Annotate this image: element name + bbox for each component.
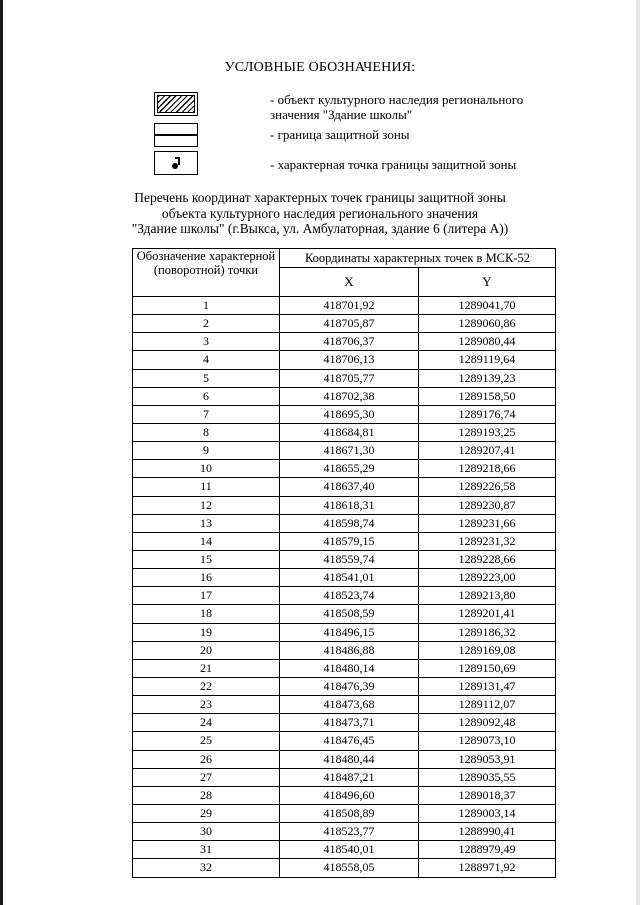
x-coordinate-cell: 418579,15 [280,532,419,550]
y-coordinate-cell: 1289176,74 [419,405,556,423]
y-coordinate-cell: 1289218,66 [419,460,556,478]
y-coordinate-cell: 1289231,66 [419,514,556,532]
x-coordinate-cell: 418476,39 [280,677,419,695]
point-number-cell: 9 [133,442,280,460]
point-number-cell: 28 [133,786,280,804]
x-coordinate-cell: 418618,31 [280,496,419,514]
y-coordinate-cell: 1289035,55 [419,768,556,786]
table-row [133,804,556,822]
table-row [133,659,556,677]
y-coordinate-cell: 1289213,80 [419,587,556,605]
point-number-cell: 31 [133,841,280,859]
y-coordinate-cell: 1289223,00 [419,569,556,587]
point-number-cell: 6 [133,387,280,405]
point-number-cell: 16 [133,569,280,587]
x-coordinate-cell: 418706,37 [280,333,419,351]
point-number-cell: 21 [133,659,280,677]
table-row [133,387,556,405]
table-row [133,786,556,804]
y-coordinate-cell: 1289231,32 [419,532,556,550]
y-coordinate-cell: 1289150,69 [419,659,556,677]
header-y: Y [419,268,556,297]
boundary-line-icon [154,123,198,147]
list-title-line-1: Перечень координат характерных точек границы защитной зоны [134,190,506,205]
legend-text-heritage-object: - объект культурного наследия регионального значения "Здание школы" [270,92,524,122]
legend-text-zone-boundary: - граница защитной зоны [270,127,410,142]
table-row [133,714,556,732]
hatched-rectangle-icon [154,92,198,116]
y-coordinate-cell: 1288990,41 [419,823,556,841]
table-row [133,333,556,351]
table-row [133,532,556,550]
x-coordinate-cell: 418706,13 [280,351,419,369]
y-coordinate-cell: 1289080,44 [419,333,556,351]
table-row [133,623,556,641]
point-number-cell: 2 [133,315,280,333]
table-row [133,641,556,659]
y-coordinate-cell: 1289139,23 [419,369,556,387]
point-number-cell: 13 [133,514,280,532]
table-row [133,696,556,714]
x-coordinate-cell: 418701,92 [280,297,419,315]
x-coordinate-cell: 418598,74 [280,514,419,532]
table-body [133,297,556,878]
table-row [133,478,556,496]
y-coordinate-cell: 1289228,66 [419,550,556,568]
point-number-cell: 18 [133,605,280,623]
list-title [100,190,540,237]
x-coordinate-cell: 418523,74 [280,587,419,605]
point-number-cell: 24 [133,714,280,732]
table-row [133,297,556,315]
x-coordinate-cell: 418480,14 [280,659,419,677]
y-coordinate-cell: 1289169,08 [419,641,556,659]
table-row [133,732,556,750]
y-coordinate-cell: 1289119,64 [419,351,556,369]
x-coordinate-cell: 418684,81 [280,423,419,441]
coordinates-table [132,248,556,878]
point-number-cell: 27 [133,768,280,786]
y-coordinate-cell: 1289201,41 [419,605,556,623]
x-coordinate-cell: 418655,29 [280,460,419,478]
table-row [133,550,556,568]
point-number-cell: 14 [133,532,280,550]
scan-edge-left [0,0,3,905]
list-title-line-2: объекта культурного наследия регионального значения [161,205,479,221]
point-number-cell: 15 [133,550,280,568]
point-number-cell: 5 [133,369,280,387]
point-number-cell: 29 [133,804,280,822]
table-row [133,442,556,460]
y-coordinate-cell: 1289060,86 [419,315,556,333]
legend-title: УСЛОВНЫЕ ОБОЗНАЧЕНИЯ: [224,60,416,75]
point-number-cell: 20 [133,641,280,659]
x-coordinate-cell: 418541,01 [280,569,419,587]
y-coordinate-cell: 1289018,37 [419,786,556,804]
x-coordinate-cell: 418558,05 [280,859,419,877]
y-coordinate-cell: 1289186,32 [419,623,556,641]
y-coordinate-cell: 1289053,91 [419,750,556,768]
x-coordinate-cell: 418480,44 [280,750,419,768]
x-coordinate-cell: 418671,30 [280,442,419,460]
point-number-cell: 3 [133,333,280,351]
y-coordinate-cell: 1289041,70 [419,297,556,315]
x-coordinate-cell: 418705,87 [280,315,419,333]
x-coordinate-cell: 418508,59 [280,605,419,623]
boundary-point-icon [154,151,198,175]
x-coordinate-cell: 418523,77 [280,823,419,841]
table-row [133,750,556,768]
x-coordinate-cell: 418486,88 [280,641,419,659]
x-coordinate-cell: 418508,89 [280,804,419,822]
point-number-cell: 4 [133,351,280,369]
list-title-line-3: "Здание школы" (г.Выкса, ул. Амбулаторная, здание 6 (литера А)) [131,221,509,236]
x-coordinate-cell: 418487,21 [280,768,419,786]
point-number-cell: 1 [133,297,280,315]
y-coordinate-cell: 1289003,14 [419,804,556,822]
point-number-cell: 30 [133,823,280,841]
y-coordinate-cell: 1289073,10 [419,732,556,750]
x-coordinate-cell: 418473,71 [280,714,419,732]
table-row [133,423,556,441]
y-coordinate-cell: 1288971,92 [419,859,556,877]
y-coordinate-cell: 1288979,49 [419,841,556,859]
y-coordinate-cell: 1289158,50 [419,387,556,405]
y-coordinate-cell: 1289092,48 [419,714,556,732]
table-row [133,859,556,877]
x-coordinate-cell: 418637,40 [280,478,419,496]
table-row [133,587,556,605]
x-coordinate-cell: 418496,60 [280,786,419,804]
x-coordinate-cell: 418473,68 [280,696,419,714]
table-row [133,460,556,478]
x-coordinate-cell: 418559,74 [280,550,419,568]
x-coordinate-cell: 418695,30 [280,405,419,423]
table-row [133,823,556,841]
table-row [133,605,556,623]
scan-edge-right [636,0,640,905]
y-coordinate-cell: 1289226,58 [419,478,556,496]
x-coordinate-cell: 418540,01 [280,841,419,859]
y-coordinate-cell: 1289230,87 [419,496,556,514]
table-row [133,315,556,333]
x-coordinate-cell: 418496,15 [280,623,419,641]
point-number-cell: 17 [133,587,280,605]
table-row [133,369,556,387]
legend-text-boundary-point: - характерная точка границы защитной зоны [270,157,517,172]
point-number-cell: 19 [133,623,280,641]
point-number-cell: 32 [133,859,280,877]
table-row [133,677,556,695]
point-number-cell: 8 [133,423,280,441]
table-row [133,768,556,786]
point-number-cell: 12 [133,496,280,514]
header-x: X [280,268,419,297]
table-row [133,405,556,423]
table-row [133,514,556,532]
header-coordinates: Координаты характерных точек в МСК-52 [280,249,556,268]
point-number-cell: 7 [133,405,280,423]
x-coordinate-cell: 418476,45 [280,732,419,750]
y-coordinate-cell: 1289131,47 [419,677,556,695]
point-number-cell: 26 [133,750,280,768]
point-number-cell: 11 [133,478,280,496]
table-row [133,496,556,514]
table-row [133,841,556,859]
table-row [133,569,556,587]
point-number-cell: 22 [133,677,280,695]
table-row [133,351,556,369]
point-number-cell: 10 [133,460,280,478]
y-coordinate-cell: 1289112,07 [419,696,556,714]
point-number-cell: 23 [133,696,280,714]
y-coordinate-cell: 1289193,25 [419,423,556,441]
point-number-cell: 25 [133,732,280,750]
y-coordinate-cell: 1289207,41 [419,442,556,460]
x-coordinate-cell: 418705,77 [280,369,419,387]
x-coordinate-cell: 418702,38 [280,387,419,405]
header-point-designation: Обозначение характерной (поворотной) точки [133,249,280,297]
